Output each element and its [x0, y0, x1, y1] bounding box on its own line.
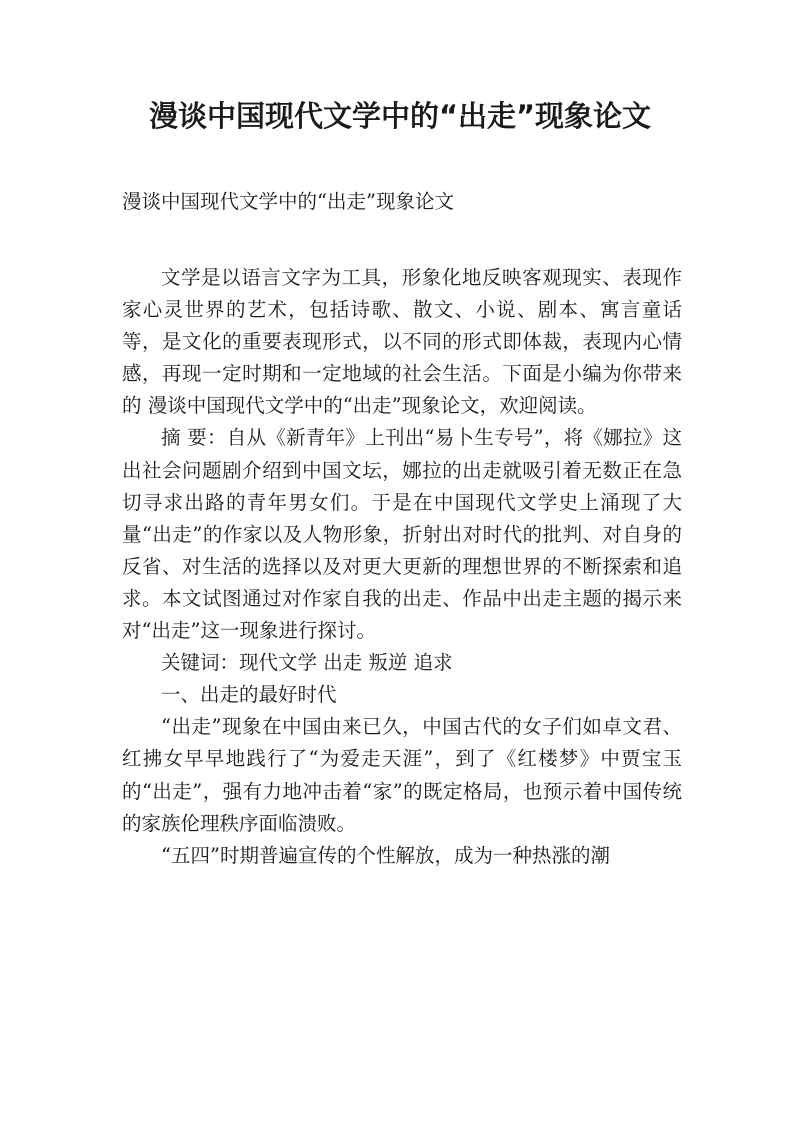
document-subtitle: 漫谈中国现代文学中的“出走”现象论文: [122, 190, 454, 213]
document-body: [122, 262, 682, 872]
document-title: 漫谈中国现代文学中的“出走”现象论文: [148, 99, 652, 133]
paragraph-abstract: 摘 要：自从《新青年》上刊出“易卜生专号”，将《娜拉》这出社会问题剧介绍到中国文坛，娜拉的出走就吸引着无数正在急切寻求出路的青年男女们。于是在中国现代文学史上涌现了大量“出走”的作家以及人物形象，折射出对时代的批判、对自身的反省、对生活的选择以及对更大更新的理想世界的不断探索和追求。本文试图通过对作家自我的出走、作品中出走主题的揭示来对“出走”这一现象进行探讨。: [122, 426, 682, 643]
paragraph-intro: 文学是以语言文字为工具，形象化地反映客观现实、表现作家心灵世界的艺术，包括诗歌、散文、小说、剧本、寓言童话等，是文化的重要表现形式，以不同的形式即体裁，表现内心情感，再现一定时期和一定地域的社会生活。下面是小编为你带来的 漫谈中国现代文学中的“出走”现象论文，欢迎阅读。: [122, 266, 682, 418]
paragraph-keywords: 关键词：现代文学 出走 叛逆 追求: [161, 651, 453, 675]
section-heading: 一、出走的最好时代: [161, 683, 337, 707]
paragraph-section-2: “五四”时期普遍宣传的个性解放，成为一种热涨的潮: [161, 843, 610, 867]
paragraph-section-1: “出走”现象在中国由来已久，中国古代的女子们如卓文君、红拂女早早地践行了“为爱走天涯”，到了《红楼梦》中贾宝玉的“出走”，强有力地冲击着“家”的既定格局，也预示着中国传统的家族伦理秩序面临溃败。: [122, 715, 682, 835]
